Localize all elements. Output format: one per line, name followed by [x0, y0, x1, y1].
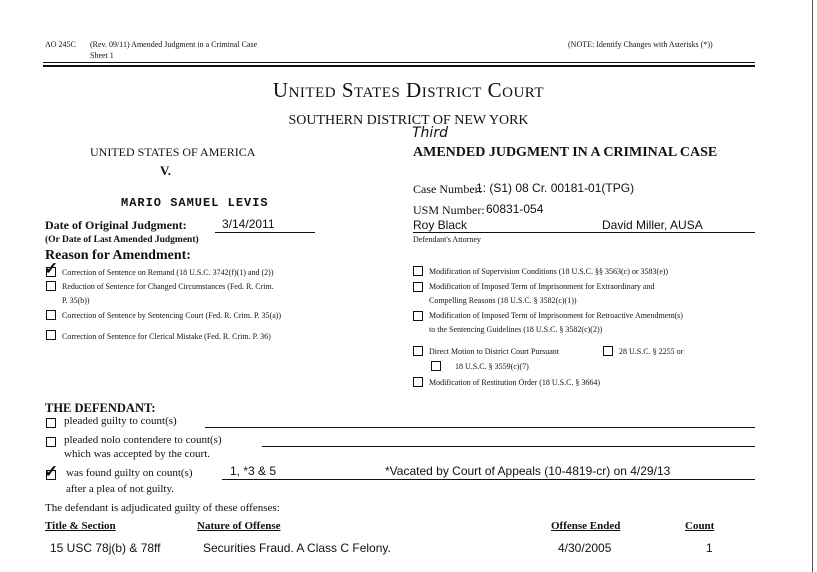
checkbox-reduction[interactable] — [46, 281, 56, 291]
header-title-section: Title & Section — [45, 520, 116, 532]
header-rule-thick — [43, 65, 755, 67]
reason-reduction-cont: P. 35(b)) — [62, 296, 90, 305]
reason-clerical: Correction of Sentence for Clerical Mistake (Fed. R. Crim. P. 36) — [62, 332, 271, 341]
checkbox-extraordinary[interactable] — [413, 282, 423, 292]
adjudicated-text: The defendant is adjudicated guilty of these offenses: — [45, 502, 280, 514]
pleaded-guilty-line — [205, 427, 755, 428]
case-number-label: Case Number: — [413, 182, 482, 196]
reason-reduction: Reduction of Sentence for Changed Circumstances (Fed. R. Crim. — [62, 282, 274, 291]
nolo-cont: which was accepted by the court. — [64, 448, 210, 460]
attorney-label: Defendant's Attorney — [413, 235, 481, 244]
checkbox-nolo[interactable] — [46, 437, 56, 447]
defendant-name: MARIO SAMUEL LEVIS — [121, 196, 269, 210]
usm-number: 60831-054 — [486, 202, 544, 216]
checkbox-3559[interactable] — [431, 361, 441, 371]
offense-ended: 4/30/2005 — [558, 541, 612, 555]
header-offense-ended: Offense Ended — [551, 520, 621, 532]
reason-remand: Correction of Sentence on Remand (18 U.S.C. 3742(f)(1) and (2)) — [62, 268, 274, 277]
header-rule — [43, 62, 755, 63]
case-number: 1: (S1) 08 Cr. 00181-01(TPG) — [476, 181, 635, 195]
handwritten-annotation: Third — [412, 125, 448, 141]
court-district: SOUTHERN DISTRICT OF NEW YORK — [288, 113, 529, 128]
original-judgment-date: 3/14/2011 — [222, 217, 275, 231]
reason-sentencing-court: Correction of Sentence by Sentencing Court (Fed. R. Crim. P. 35(a)) — [62, 311, 282, 320]
option-3559: 18 U.S.C. § 3559(c)(7) — [455, 362, 529, 371]
defendant-heading: THE DEFENDANT: — [45, 401, 156, 415]
option-2255: 28 U.S.C. § 2255 or — [619, 347, 684, 356]
reason-retroactive: Modification of Imposed Term of Imprisonment for Retroactive Amendment(s) — [429, 311, 683, 320]
court-name: United States District Court — [272, 78, 545, 102]
original-judgment-label: Date of Original Judgment: — [45, 218, 187, 232]
offense-nature: Securities Fraud. A Class C Felony. — [203, 541, 391, 555]
form-revision: (Rev. 09/11) Amended Judgment in a Criminal Case — [90, 40, 258, 49]
reason-extraordinary-cont: Compelling Reasons (18 U.S.C. § 3582(c)(1)) — [429, 296, 577, 305]
reason-supervision: Modification of Supervision Conditions (18 U.S.C. §§ 3563(c) or 3583(e)) — [429, 267, 669, 276]
reason-extraordinary: Modification of Imposed Term of Imprisonment for Extraordinary and — [429, 282, 655, 291]
checkbox-pleaded-guilty[interactable] — [46, 418, 56, 428]
reason-heading: Reason for Amendment: — [45, 248, 191, 263]
checkbox-supervision[interactable] — [413, 266, 423, 276]
vacated-note: *Vacated by Court of Appeals (10-4819-cr) on 4/29/13 — [385, 464, 671, 478]
found-guilty-cont: after a plea of not guilty. — [66, 483, 175, 495]
usm-label: USM Number: — [413, 203, 485, 217]
checkbox-direct-motion[interactable] — [413, 346, 423, 356]
nolo-line — [262, 446, 755, 447]
ausa: David Miller, AUSA — [602, 218, 703, 232]
found-guilty-counts: 1, *3 & 5 — [230, 464, 277, 478]
defense-attorney: Roy Black — [413, 218, 468, 232]
offense-title-section: 15 USC 78j(b) & 78ff — [50, 541, 161, 555]
checkbox-restitution[interactable] — [413, 377, 423, 387]
found-guilty-label: was found guilty on count(s) — [66, 467, 193, 479]
nolo-label: pleaded nolo contendere to count(s) — [64, 434, 222, 446]
header-nature-offense: Nature of Offense — [197, 520, 281, 532]
checkbox-2255[interactable] — [603, 346, 613, 356]
reason-retroactive-cont: to the Sentencing Guidelines (18 U.S.C. § 3582(c)(2)) — [429, 325, 603, 334]
header-count: Count — [685, 520, 715, 532]
checkbox-clerical[interactable] — [46, 330, 56, 340]
document-title: AMENDED JUDGMENT IN A CRIMINAL CASE — [413, 145, 718, 160]
reason-restitution: Modification of Restitution Order (18 U.S.C. § 3664) — [429, 378, 601, 387]
plaintiff: UNITED STATES OF AMERICA — [90, 145, 256, 159]
form-code: AO 245C — [45, 40, 76, 49]
last-amended-label: (Or Date of Last Amended Judgment) — [45, 235, 199, 245]
versus: V. — [160, 163, 171, 178]
offense-count: 1 — [706, 541, 713, 555]
asterisk-note: (NOTE: Identify Changes with Asterisks (*)) — [568, 40, 713, 49]
checkmark-icon: ✓ — [44, 462, 59, 481]
original-date-line — [215, 232, 315, 233]
attorney-line — [413, 232, 755, 233]
sheet-number: Sheet 1 — [90, 51, 114, 60]
checkbox-sentencing-court[interactable] — [46, 310, 56, 320]
reason-direct-motion: Direct Motion to District Court Pursuant — [429, 347, 559, 356]
checkmark-icon: ✓ — [44, 259, 59, 278]
checkbox-retroactive[interactable] — [413, 311, 423, 321]
found-guilty-line — [222, 479, 755, 480]
pleaded-guilty-label: pleaded guilty to count(s) — [64, 415, 177, 427]
